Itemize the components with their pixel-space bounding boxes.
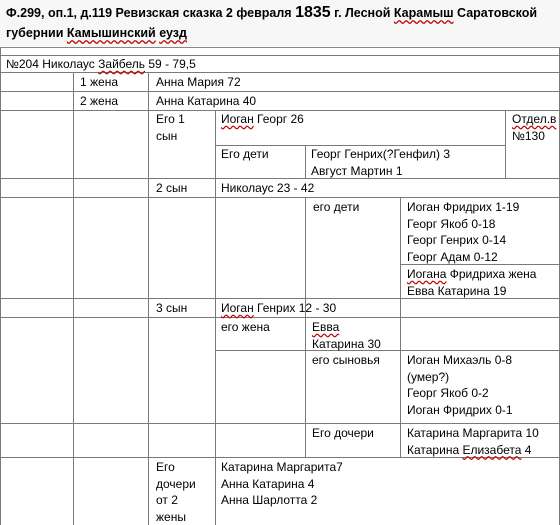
son1-child-2: Август Мартин 1 bbox=[311, 163, 403, 178]
daughter-3: Анна Шарлотта 2 bbox=[221, 493, 318, 507]
son2-child-1: Иоган Фридрих 1-19 bbox=[407, 200, 520, 214]
son2-dil-2: Евва Катарина 19 bbox=[407, 283, 507, 298]
daughters-label-4: жены bbox=[156, 509, 186, 524]
header-part-1: Ф.299, оп.1, д.119 Ревизская сказка 2 февраля bbox=[6, 6, 296, 20]
daughters-label-2: дочери bbox=[156, 476, 196, 491]
header-uezd: еузд bbox=[159, 26, 187, 40]
son2-dil-b: Фридриха жена bbox=[446, 267, 537, 281]
son1-role bbox=[156, 111, 185, 144]
son3-sons bbox=[407, 352, 513, 418]
son3-name-b: Генрих 12 - 30 bbox=[253, 301, 337, 315]
daughters-label-1: Его bbox=[156, 460, 175, 474]
son3-daughters bbox=[407, 425, 539, 458]
son1-name-a: Иоган bbox=[221, 112, 254, 126]
son2-child-3: Георг Генрих 0-14 bbox=[407, 233, 507, 247]
son1-note-line1: Отдел.в bbox=[512, 112, 557, 126]
son2-name: Николаус 23 - 42 bbox=[221, 181, 315, 195]
son3-son-1-note: (умер?) bbox=[407, 369, 450, 384]
header-line-2 bbox=[6, 23, 556, 43]
son1-role-line2: сын bbox=[156, 128, 178, 143]
son2-role: 2 сын bbox=[156, 181, 188, 195]
daughters-names bbox=[221, 459, 343, 509]
wife1-name: Анна Мария 72 bbox=[156, 75, 241, 89]
son3-role: 3 сын bbox=[156, 301, 188, 315]
son1-children-label: Его дети bbox=[221, 147, 269, 161]
head-ages: 59 - 79,5 bbox=[145, 57, 196, 71]
wife2-name: Анна Катарина 40 bbox=[156, 94, 257, 108]
daughters-label bbox=[156, 459, 196, 525]
wife1-role: 1 жена bbox=[80, 75, 119, 89]
header-part-2: г. Лесной bbox=[330, 6, 394, 20]
son1-children bbox=[311, 146, 450, 179]
wife2-role: 2 жена bbox=[80, 94, 119, 108]
daughters-label-3: от 2 bbox=[156, 493, 178, 507]
son3-daughter-2-c: 4 bbox=[521, 442, 532, 457]
son2-child-4: Георг Адам 0-12 bbox=[407, 249, 498, 264]
son3-son-3: Иоган Фридрих 0-1 bbox=[407, 402, 513, 417]
son3-wife-line2: Катарина 30 bbox=[312, 336, 381, 351]
son2-children bbox=[407, 199, 519, 265]
daughter-1: Катарина Маргарита7 bbox=[221, 460, 343, 474]
son2-child-2: Георг Якоб 0-18 bbox=[407, 216, 496, 231]
header-year: 1835 bbox=[295, 4, 331, 21]
son3-son-1: Иоган Михаэль 0-8 bbox=[407, 353, 513, 367]
head-of-household bbox=[6, 56, 196, 73]
son3-son-2: Георг Якоб 0-2 bbox=[407, 386, 489, 400]
header-part-3: Саратовской bbox=[453, 6, 538, 20]
header-place: Карамыш bbox=[393, 6, 454, 20]
son2-dil-a: Иогана bbox=[407, 267, 447, 281]
son3-sons-label: его сыновья bbox=[312, 353, 380, 367]
son3-name-a: Иоган bbox=[221, 301, 254, 315]
son1-role-line1: Его 1 bbox=[156, 112, 185, 126]
son1-note bbox=[512, 111, 556, 144]
son3-daughter-1: Катарина Маргарита 10 bbox=[407, 426, 539, 440]
son3-wife-label: его жена bbox=[221, 320, 270, 334]
son3-name bbox=[221, 300, 336, 317]
son2-daughter-in-law bbox=[407, 266, 536, 299]
son3-daughter-2-a: Катарина bbox=[407, 442, 463, 457]
head-label: №204 Николаус bbox=[6, 57, 99, 71]
daughter-2: Анна Катарина 4 bbox=[221, 476, 315, 491]
son3-daughter-2-b: Елизабета bbox=[462, 442, 522, 457]
son1-name bbox=[221, 111, 304, 128]
document-header bbox=[0, 0, 560, 48]
head-surname: Зайбель bbox=[98, 57, 146, 71]
son3-wife-line1: Евва bbox=[312, 320, 340, 334]
son3-daughters-label: Его дочери bbox=[312, 426, 374, 440]
son1-note-line2: №130 bbox=[512, 128, 545, 143]
header-line2-a: губернии bbox=[6, 26, 67, 40]
son3-wife bbox=[312, 319, 381, 352]
son2-children-label: его дети bbox=[313, 200, 360, 214]
header-line-1 bbox=[6, 3, 556, 23]
header-district: Камышинский bbox=[66, 26, 156, 40]
son1-name-b: Георг 26 bbox=[253, 112, 304, 126]
son1-child-1: Георг Генрих(?Генфил) 3 bbox=[311, 147, 451, 161]
